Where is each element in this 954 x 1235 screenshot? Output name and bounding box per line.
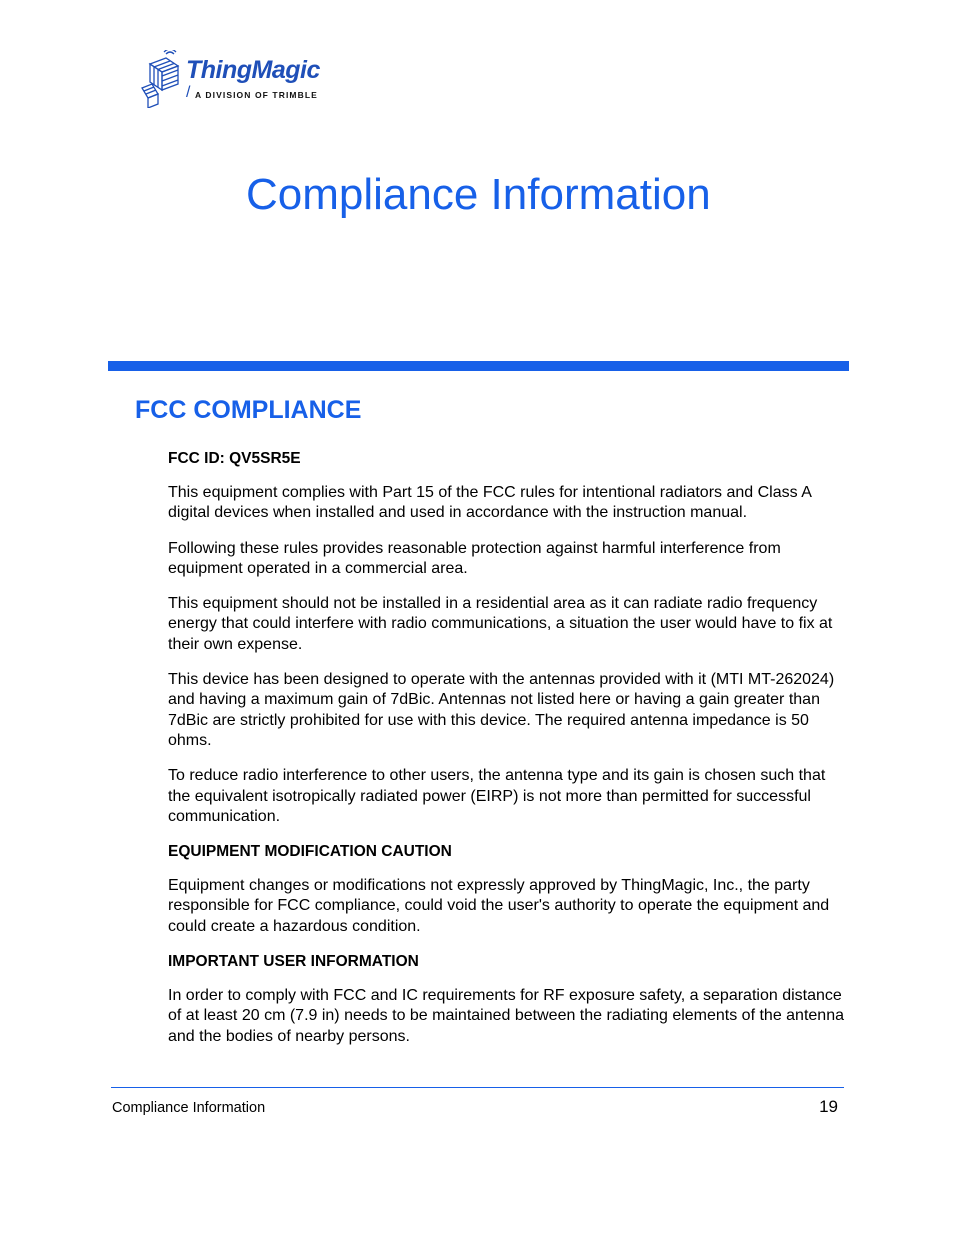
- paragraph: Following these rules provides reasonable protection against harmful interference from equipment operated in a commercial area.: [168, 539, 781, 577]
- logo-tagline: A DIVISION OF TRIMBLE: [195, 90, 318, 100]
- chapter-title: Compliance Information: [246, 170, 711, 219]
- paragraph: This equipment should not be installed in a residential area as it can radiate radio frequency energy that could interfere with radio communications, a situation the user would have to fix at their own expense.: [168, 595, 833, 653]
- section-title: FCC COMPLIANCE: [135, 396, 362, 424]
- footer-section-label: Compliance Information: [112, 1100, 266, 1116]
- paragraph: In order to comply with FCC and IC requirements for RF exposure safety, a separation distance of at least 20 cm (7.9 in) needs to be maintained between the radiating elements of the antenna and the bodies of nearby persons.: [168, 987, 844, 1045]
- paragraph: This equipment complies with Part 15 of the FCC rules for intentional radiators and Class A digital devices when installed and used in accordance with the instruction manual.: [168, 484, 811, 522]
- cube-tag-icon: [140, 50, 184, 108]
- paragraph: This device has been designed to operate with the antennas provided with it (MTI MT-262024) and having a maximum gain of 7dBic. Antennas not listed here or having a gain greater than 7dBic are strictly prohibited for use with this device. The required antenna impedance is 50 ohms.: [168, 671, 835, 749]
- thingmagic-logo: [140, 50, 340, 110]
- section-divider: [108, 361, 849, 371]
- paragraph: To reduce radio interference to other users, the antenna type and its gain is chosen such that the equivalent isotropically radiated power (EIRP) is not more than permitted for successful communication.: [168, 767, 826, 825]
- footer-divider: [111, 1087, 844, 1088]
- paragraph: Equipment changes or modifications not expressly approved by ThingMagic, Inc., the party responsible for FCC compliance, could void the user's authority to operate the equipment and could create a hazardous condition.: [168, 877, 830, 935]
- logo-wordmark: ThingMagic: [186, 56, 320, 84]
- subheading: IMPORTANT USER INFORMATION: [168, 953, 419, 971]
- page-number: 19: [819, 1097, 838, 1116]
- subheading: EQUIPMENT MODIFICATION CAUTION: [168, 843, 452, 861]
- subheading: FCC ID: QV5SR5E: [168, 450, 301, 467]
- logo-slash: /: [186, 84, 191, 101]
- document-body: [168, 449, 844, 1062]
